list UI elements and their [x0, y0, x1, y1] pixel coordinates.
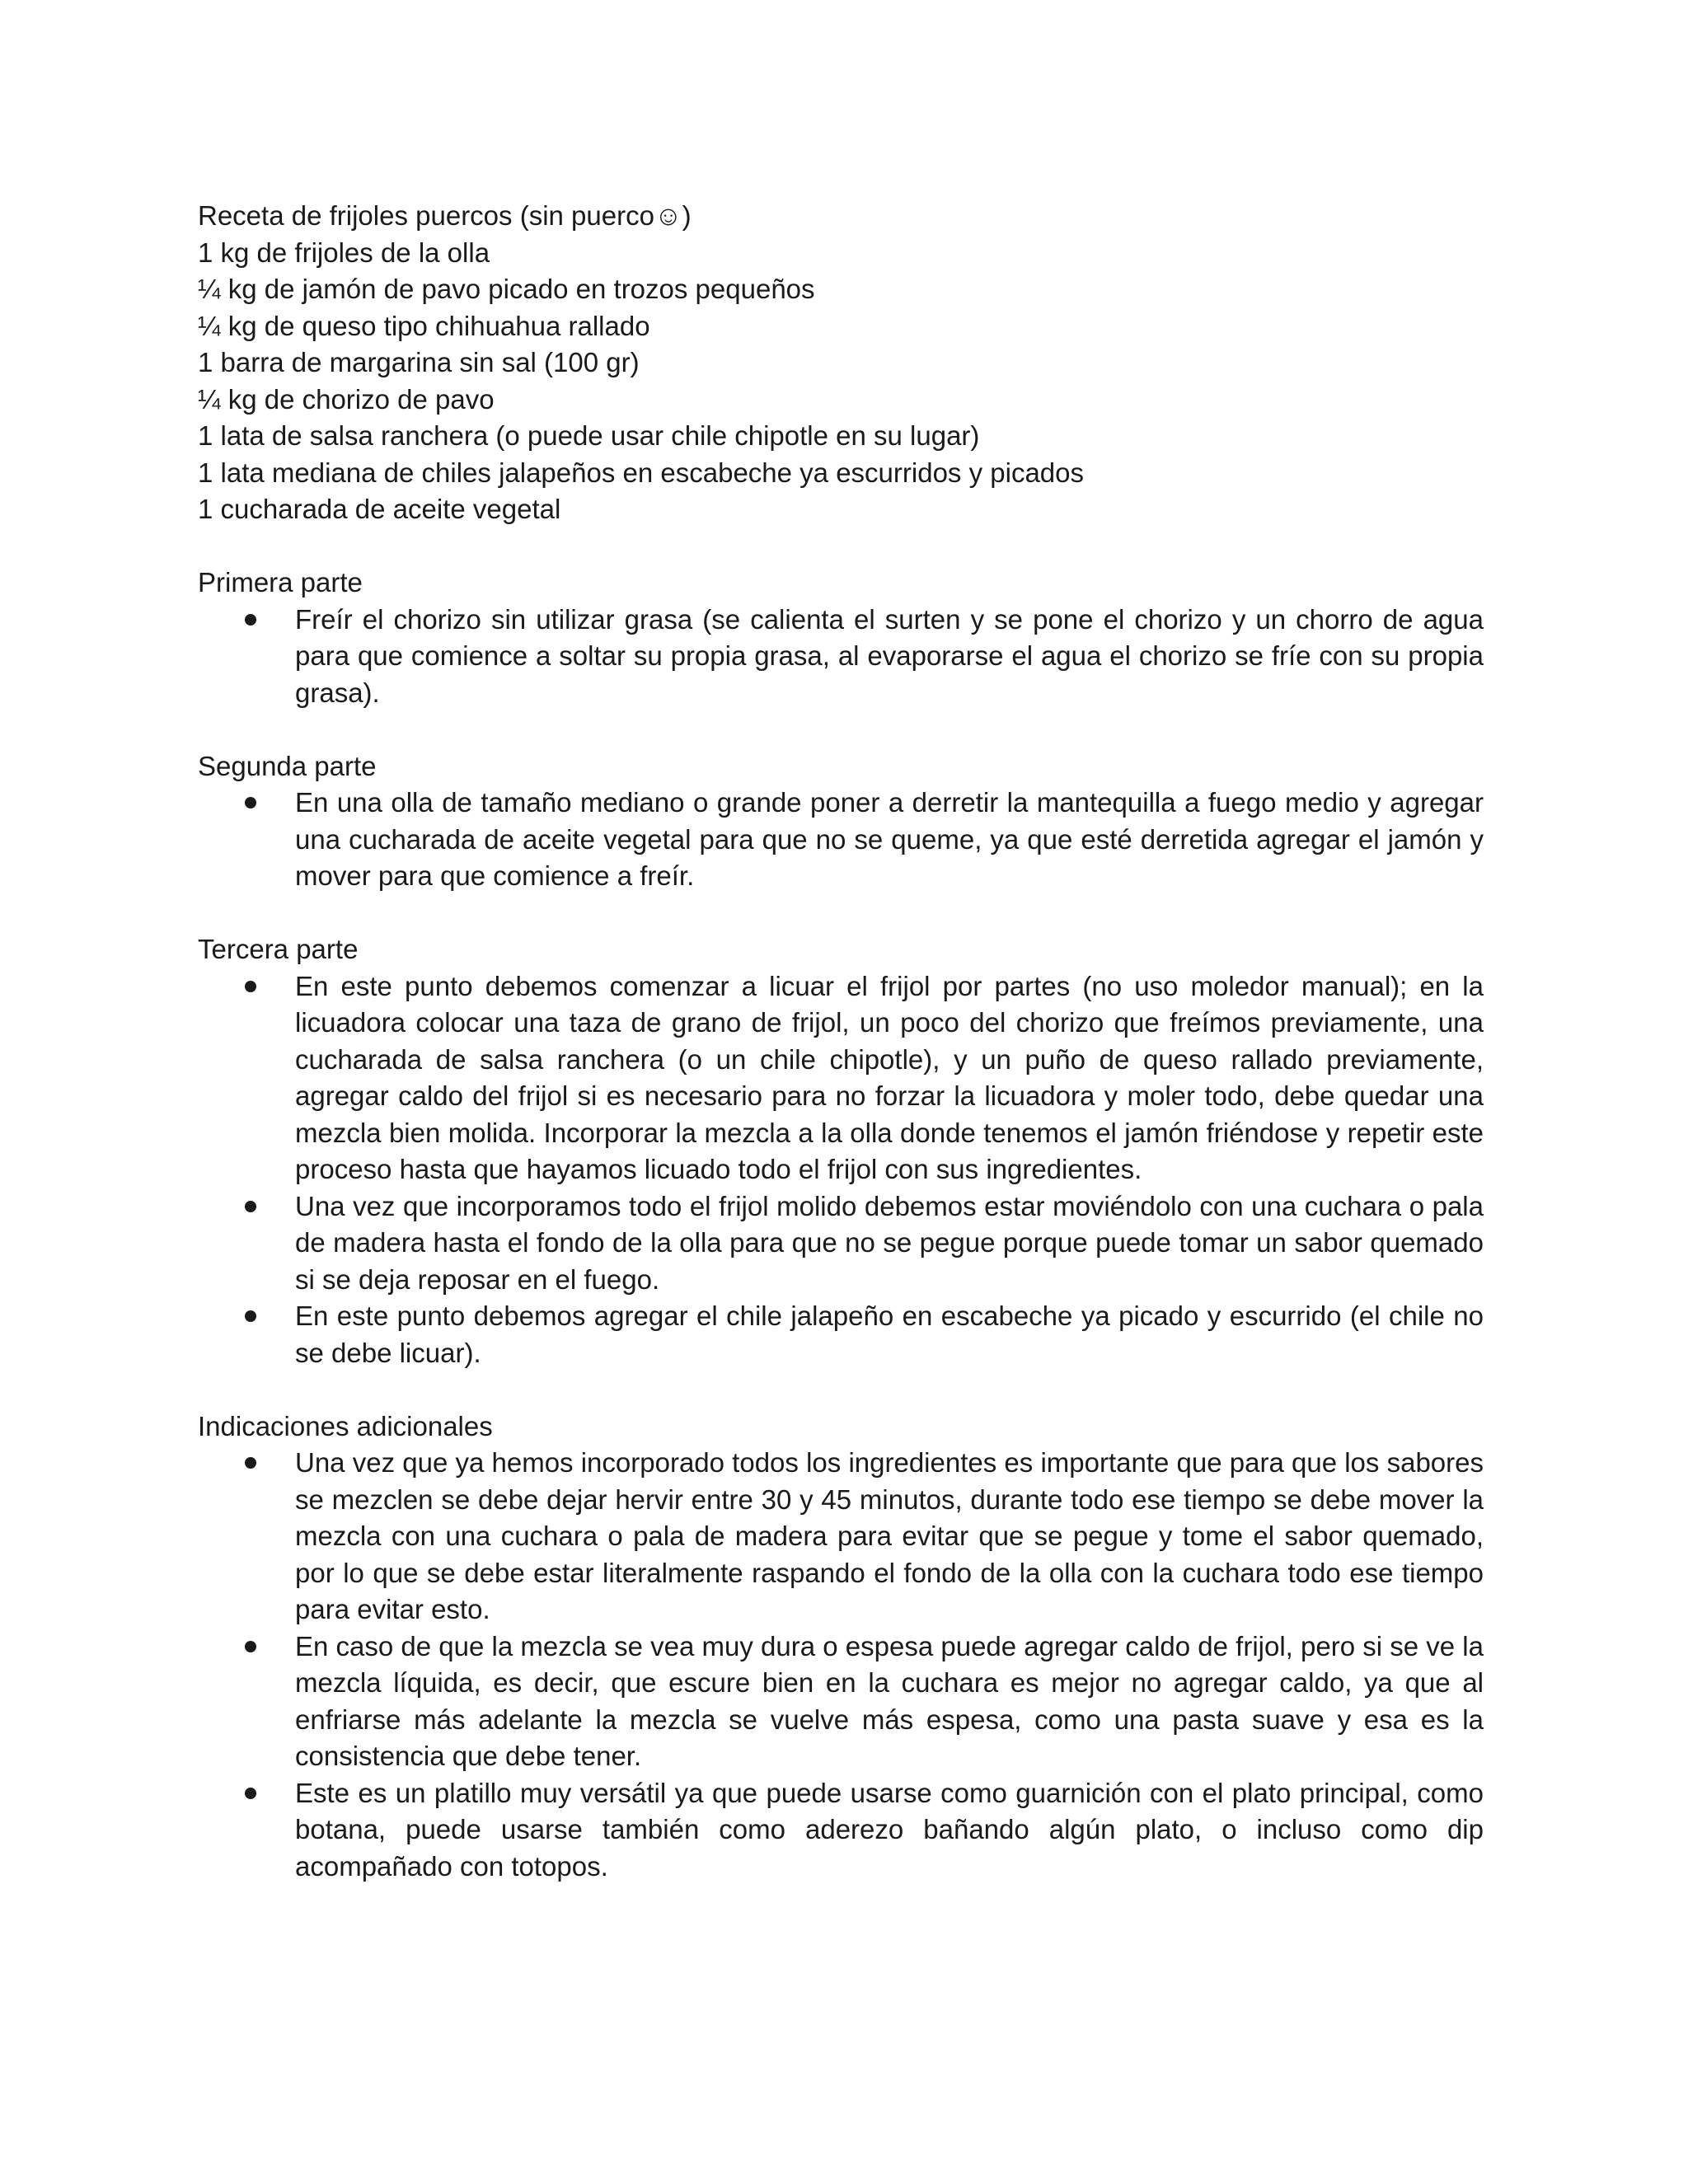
bullet-text: Este es un platillo muy versátil ya que puede usarse como guarnición con el plato principal, como botana, puede usarse también como aderezo bañando algún plato, o incluso como dip acompañado con totopos. [295, 1777, 1484, 1882]
section-heading: Primera parte [198, 567, 363, 598]
ingredient-item: ¼ kg de queso tipo chihuahua rallado [198, 310, 650, 341]
section-tercera-parte [198, 931, 1484, 1371]
bullet-text: En este punto debemos agregar el chile jalapeño en escabeche ya picado y escurrido (el chile no se debe licuar). [295, 1301, 1484, 1368]
bullet-icon [245, 981, 256, 992]
bullet-icon [245, 1788, 256, 1799]
section-heading: Segunda parte [198, 750, 377, 781]
ingredient-item: 1 lata de salsa ranchera (o puede usar chile chipotle en su lugar) [198, 420, 980, 451]
section-heading: Tercera parte [198, 934, 359, 964]
bullet-icon [245, 1641, 256, 1652]
bullet-text: Una vez que ya hemos incorporado todos los ingredientes es importante que para que los sabores se mezclen se debe dejar hervir entre 30 y 45 minutos, durante todo ese tiempo se debe mover la mezcla con una cuchara o pala de madera para evitar que se pegue y tome el sabor quemado, por lo que se debe estar literalmente raspando el fondo de la olla con la cuchara todo ese tiempo para evitar esto. [295, 1447, 1484, 1624]
ingredient-item: 1 lata mediana de chiles jalapeños en escabeche ya escurridos y picados [198, 457, 1084, 488]
bullet-item [198, 1298, 1484, 1371]
section-heading: Indicaciones adicionales [198, 1410, 493, 1441]
bullet-list [198, 1445, 1484, 1885]
spacer [198, 1371, 1484, 1408]
bullet-text: Freír el chorizo sin utilizar grasa (se calienta el surten y se pone el chorizo y un chorro de agua para que comience a soltar su propia grasa, al evaporarse el agua el chorizo se fríe con su propia grasa). [295, 603, 1484, 708]
spacer [198, 528, 1484, 565]
recipe-title: Receta de frijoles puercos (sin puerco☺) [198, 200, 692, 231]
bullet-item [198, 1188, 1484, 1299]
bullet-list [198, 785, 1484, 895]
bullet-list [198, 602, 1484, 712]
bullet-text: Una vez que incorporamos todo el frijol molido debemos estar moviéndolo con una cuchara o pala de madera hasta el fondo de la olla para que no se pegue porque puede tomar un sabor quemado si se deja reposar en el fuego. [295, 1190, 1484, 1295]
ingredient-item: 1 cucharada de aceite vegetal [198, 494, 561, 524]
bullet-icon [245, 1201, 256, 1212]
bullet-item [198, 785, 1484, 895]
spacer [198, 895, 1484, 932]
ingredient-item: 1 barra de margarina sin sal (100 gr) [198, 347, 640, 377]
section-segunda-parte [198, 748, 1484, 895]
ingredient-item: ¼ kg de jamón de pavo picado en trozos pequeños [198, 274, 815, 304]
bullet-item [198, 1445, 1484, 1629]
bullet-icon [245, 797, 256, 808]
bullet-text: En una olla de tamaño mediano o grande poner a derretir la mantequilla a fuego medio y agregar una cucharada de aceite vegetal para que no se queme, ya que esté derretida agregar el jamón y mover para que comience a freír. [295, 787, 1484, 891]
ingredient-item: ¼ kg de chorizo de pavo [198, 383, 495, 415]
bullet-icon [245, 1457, 256, 1469]
section-indicaciones-adicionales [198, 1408, 1484, 1886]
ingredients-list [198, 235, 1484, 528]
bullet-item [198, 968, 1484, 1188]
document-body [198, 198, 1484, 1885]
bullet-item [198, 1775, 1484, 1886]
bullet-icon [245, 614, 256, 626]
bullet-item [198, 602, 1484, 712]
bullet-icon [245, 1310, 256, 1322]
bullet-text: En este punto debemos comenzar a licuar el frijol por partes (no uso moledor manual); en la licuadora colocar una taza de grano de frijol, un poco del chorizo que freímos previamente, una cucharada de salsa ranchera (o un chile chipotle), y un puño de queso rallado previamente, agregar caldo del frijol si es necesario para no forzar la licuadora y moler todo, debe quedar una mezcla bien molida. Incorporar la mezcla a la olla donde tenemos el jamón friéndose y repetir este proceso hasta que hayamos licuado todo el frijol con sus ingredientes. [295, 970, 1484, 1184]
bullet-item [198, 1629, 1484, 1775]
section-primera-parte [198, 565, 1484, 711]
bullet-list [198, 968, 1484, 1372]
spacer [198, 711, 1484, 748]
ingredient-item: 1 kg de frijoles de la olla [198, 237, 490, 268]
bullet-text: En caso de que la mezcla se vea muy dura o espesa puede agregar caldo de frijol, pero si se ve la mezcla líquida, es decir, que escure bien en la cuchara es mejor no agregar caldo, ya que al enfriarse más adelante la mezcla se vuelve más espesa, como una pasta suave y esa es la consistencia que debe tener. [295, 1630, 1484, 1771]
